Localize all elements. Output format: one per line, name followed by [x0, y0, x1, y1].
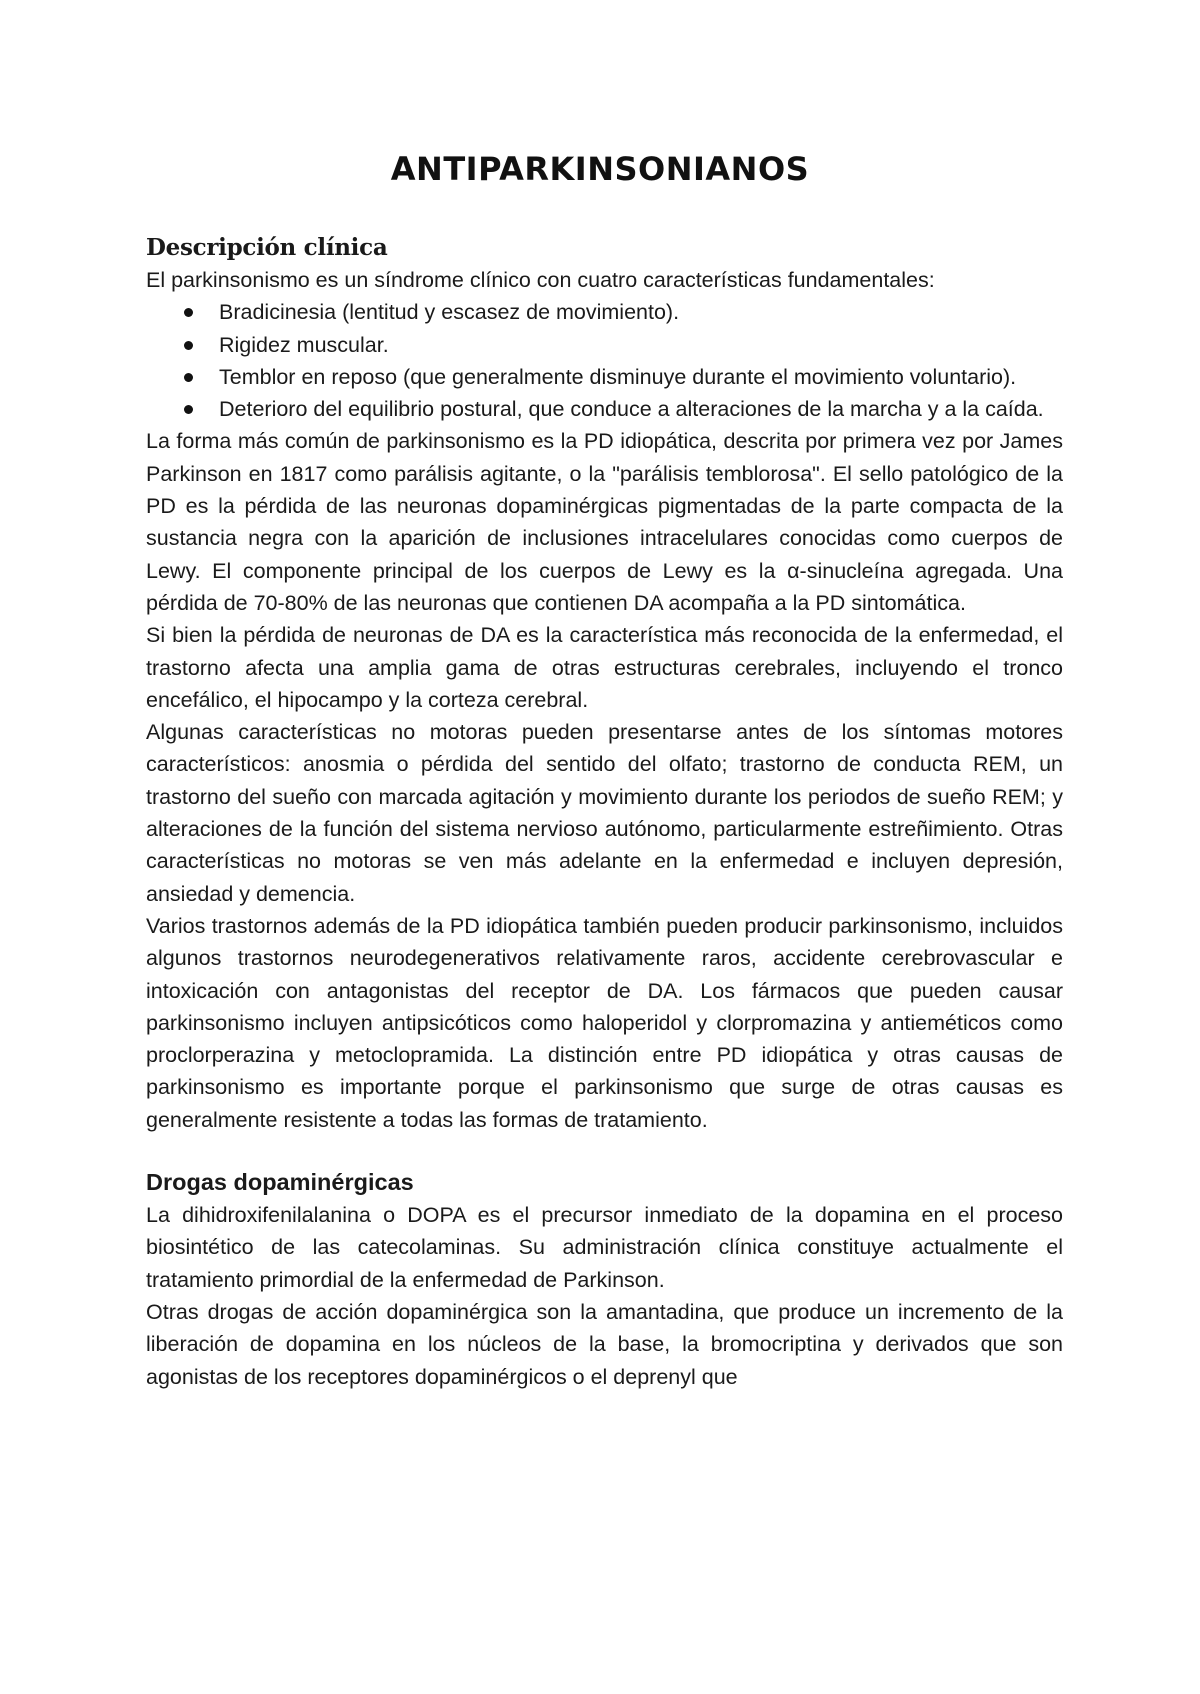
list-item-text: Rigidez muscular. [219, 332, 389, 357]
bullet-icon [184, 373, 193, 382]
bullet-icon [184, 405, 193, 414]
section-heading-drogas-dopaminergicas: Drogas dopaminérgicas [146, 1169, 414, 1196]
body-paragraph: Si bien la pérdida de neuronas de DA es la característica más reconocida de la enfermedad, el trastorno afecta una amplia gama de otras estructuras cerebrales, incluyendo el tronco encefálico, el hipocampo y la corteza cerebral. [146, 623, 1063, 712]
document-title: ANTIPARKINSONIANOS [390, 150, 810, 188]
list-item [146, 361, 1063, 393]
body-paragraph: Otras drogas de acción dopaminérgica son la amantadina, que produce un incremento de la liberación de dopamina en los núcleos de la base, la bromocriptina y derivados que son agonistas de los receptores dopaminérgicos o el deprenyl que [146, 1299, 1063, 1389]
bullet-icon [184, 341, 193, 350]
list-item [146, 296, 1063, 328]
list-item-text: Deterioro del equilibrio postural, que conduce a alteraciones de la marcha y a la caída. [219, 397, 1044, 422]
list-item-text: Temblor en reposo (que generalmente disminuye durante el movimiento voluntario). [219, 364, 1017, 389]
symptom-list [146, 296, 1063, 425]
list-item-text: Bradicinesia (lentitud y escasez de movimiento). [219, 300, 680, 325]
list-item [146, 393, 1063, 425]
body-paragraph: La forma más común de parkinsonismo es la PD idiopática, descrita por primera vez por James Parkinson en 1817 como parálisis agitante, o la "parálisis temblorosa". El sello patológico de la PD es la pérdida de las neuronas dopaminérgicas pigmentadas de la parte compacta de la sustancia negra con la aparición de inclusiones intracelulares conocidas como cuerpos de Lewy. El componente principal de los cuerpos de Lewy es la α-sinucleína agregada. Una pérdida de 70-80% de las neuronas que contienen DA acompaña a la PD sintomática. [146, 429, 1063, 615]
section-intro-paragraph: El parkinsonismo es un síndrome clínico con cuatro características fundamentales: [146, 268, 935, 292]
document-body [146, 232, 1063, 1393]
bullet-icon [184, 308, 193, 317]
body-paragraph: La dihidroxifenilalanina o DOPA es el precursor inmediato de la dopamina en el proceso biosintético de las catecolaminas. Su administración clínica constituye actualmente el tratamiento primordial de la enfermedad de Parkinson. [146, 1203, 1063, 1292]
body-paragraph: Algunas características no motoras pueden presentarse antes de los síntomas motores característicos: anosmia o pérdida del sentido del olfato; trastorno de conducta REM, un trastorno del sueño con marcada agitación y movimiento durante los periodos de sueño REM; y alteraciones de la función del sistema nervioso autónomo, particularmente estreñimiento. Otras características no motoras se ven más adelante en la enfermedad e incluyen depresión, ansiedad y demencia. [146, 720, 1063, 906]
body-paragraph: Varios trastornos además de la PD idiopática también pueden producir parkinsonismo, incluidos algunos trastornos neurodegenerativos relativamente raros, accidente cerebrovascular e intoxicación con antagonistas del receptor de DA. Los fármacos que pueden causar parkinsonismo incluyen antipsicóticos como haloperidol y clorpromazina y antieméticos como proclorperazina y metoclopramida. La distinción entre PD idiopática y otras causas de parkinsonismo es importante porque el parkinsonismo que surge de otras causas es generalmente resistente a todas las formas de tratamiento. [146, 913, 1063, 1132]
section-heading-descripcion-clinica: Descripción clínica [146, 234, 388, 261]
list-item [146, 329, 1063, 361]
